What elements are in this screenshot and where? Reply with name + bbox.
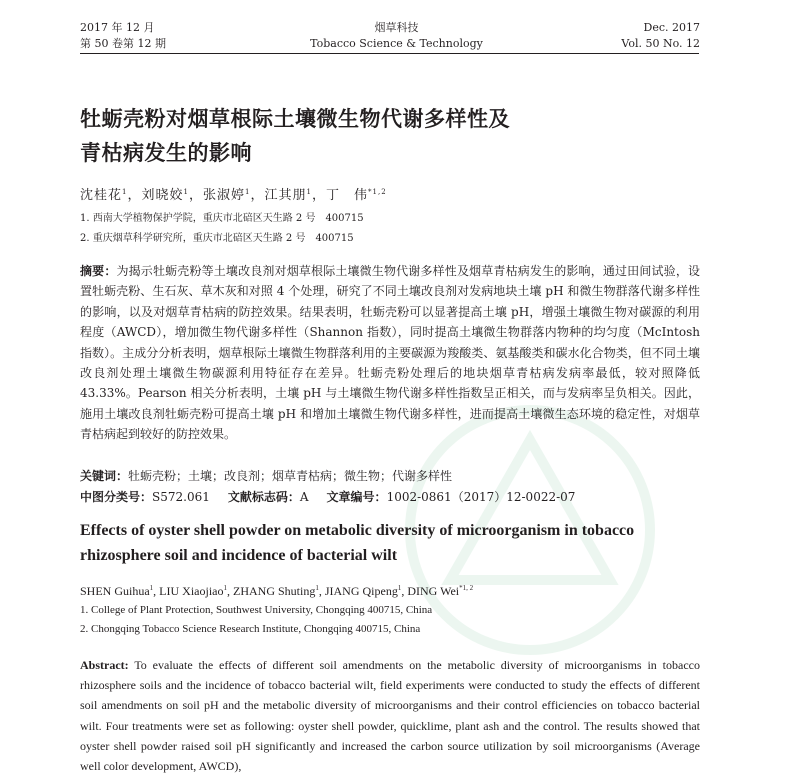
journal-name-en: Tobacco Science & Technology [310,37,483,50]
author-affiliation-mark: 1 [245,188,251,196]
author-affiliation-mark: 1 [397,584,402,592]
title-en-line: rhizosphere soil and incidence of bacterial wilt [80,547,398,564]
author-list-en: SHEN Guihua$^1$, LIU Xiaojiao$^1$, ZHANG Shuting$^1$, JIANG Qipeng$^1$, DING Wei$^{*1, 2}$ [80,584,474,598]
clc-value: S572.061 [152,490,210,504]
doc-code-label: 文献标志码： [227,490,300,504]
abstract-en-label: Abstract: [80,658,129,672]
clc-label: 中图分类号： [80,490,153,504]
author-list-cn: 沈桂花$^1$，刘晓姣$^1$，张淑婷$^1$，江其朋$^1$，丁 伟$^{*1,2}$ [80,188,387,203]
title-cn-line: 青枯病发生的影响 [80,141,252,165]
journal-date-en: Dec. 2017 [643,21,700,34]
affiliation-en: 2. Chongqing Tobacco Science Research Institute, Chongqing 400715, China [80,623,421,635]
keywords-cn-text: 牡蛎壳粉；土壤；改良剂；烟草青枯病；微生物；代谢多样性 [128,469,453,483]
author-name: JIANG Qipeng [324,584,398,598]
journal-volume-cn: 第 50 卷第 12 期 [80,37,166,50]
affiliation-cn: 1. 西南大学植物保护学院，重庆市北碚区天生路 2 号 400715 [80,213,364,224]
affiliation-cn: 2. 重庆烟草科学研究所，重庆市北碚区天生路 2 号 400715 [80,233,354,244]
article-no-value: 1002-0861（2017）12-0022-07 [386,490,576,504]
author-affiliation-mark: 1 [122,188,128,196]
author-name: DING Wei [407,584,460,598]
title-en-line: Effects of oyster shell powder on metabolic diversity of microorganism in tobacco [80,522,635,539]
journal-volume-en: Vol. 50 No. 12 [621,37,700,50]
doc-code-value: A [299,490,309,504]
abstract-cn-text: 为揭示牡蛎壳粉等土壤改良剂对烟草根际土壤微生物代谢多样性及烟草青枯病发生的影响，通过田间试验，设置牡蛎壳粉、生石灰、草木灰和对照 4 个处理，研究了不同土壤改良剂对发病地块土壤 pH 和微生物群落代谢多样性的影响，以及对烟草青枯病的防控效果。结果表明，牡蛎壳粉可以显著提高土壤 pH，增强土壤微生物对碳源的利用程度（AWCD），增加微生物代谢多样性（Shannon 指数），同时提高土壤微生物群落内物种的均匀度（McIntosh 指数）。主成分分析表明，烟草根际土壤微生物群落利用的主要碳源为羧酸类、氨基酸类和碳水化合物类，但不同土壤改良剂处理土壤微生物碳源利用特征存在差异。牡蛎壳粉处理后的地块烟草青枯病发病率最低，较对照降低 43.33%。Pearson 相关分析表明，土壤 pH 与土壤微生物代谢多样性指数呈正相关，而与发病率呈负相关。因此，施用土壤改良剂牡蛎壳粉可提高土壤 pH 和增加土壤微生物代谢多样性，进而提高土壤微生态环境的稳定性，对烟草青枯病起到较好的防控效果。 [80,264,700,442]
affiliation-en: 1. College of Plant Protection, Southwest University, Chongqing 400715, China [80,604,433,616]
author-name: SHEN Guihua [80,584,150,598]
paper-title-cn [80,102,700,170]
author-name: LIU Xiaojiao [159,584,224,598]
author-affiliation-mark: 1 [315,584,319,592]
abstract-cn-label: 摘要： [80,264,117,278]
abstract-en-text: To evaluate the effects of different soil amendments on the metabolic diversity of microorganisms in tobacco rhizosphere soils and the incidence of tobacco bacterial wilt, field experiments were conducted to study the effects of different soil amendments on soil pH and the metabolic diversity of microorganisms and their control efficiencies on tobacco bacterial wilt. Four treatments were set as following: oyster shell powder, quicklime, plant ash and the control. The results showed that oyster shell powder raised soil pH significantly and increased the carbon source utilization by soil microorganisms (Average well color development, AWCD), [80,658,700,774]
author-name: 沈桂花 [80,188,123,203]
author-affiliation-mark: 1 [149,584,154,592]
author-affiliation-mark: *1,2 [368,188,387,196]
author-affiliation-mark: 1 [183,188,189,196]
journal-date-cn: 2017 年 12 月 [80,21,155,34]
abstract-cn [80,261,700,445]
classification-cn [80,488,575,506]
author-affiliation-mark: *1, 2 [459,584,474,592]
journal-name-cn: 烟草科技 [374,21,419,34]
keywords-cn [80,467,452,485]
author-name: 刘晓姣 [141,188,184,203]
journal-date-volume-en [621,20,700,52]
article-no-label: 文章编号： [326,490,387,504]
keywords-cn-label: 关键词： [80,469,129,483]
paper-title-en [80,518,705,568]
author-affiliation-mark: 1 [223,584,227,592]
author-name: 张淑婷 [203,188,246,203]
abstract-en [80,655,700,776]
author-affiliation-mark: 1 [306,188,312,196]
author-name: ZHANG Shuting [232,584,316,598]
author-name: 江其朋 [264,188,307,203]
author-name: 丁 伟 [326,188,369,203]
header-divider [80,53,699,54]
title-cn-line: 牡蛎壳粉对烟草根际土壤微生物代谢多样性及 [80,107,510,131]
